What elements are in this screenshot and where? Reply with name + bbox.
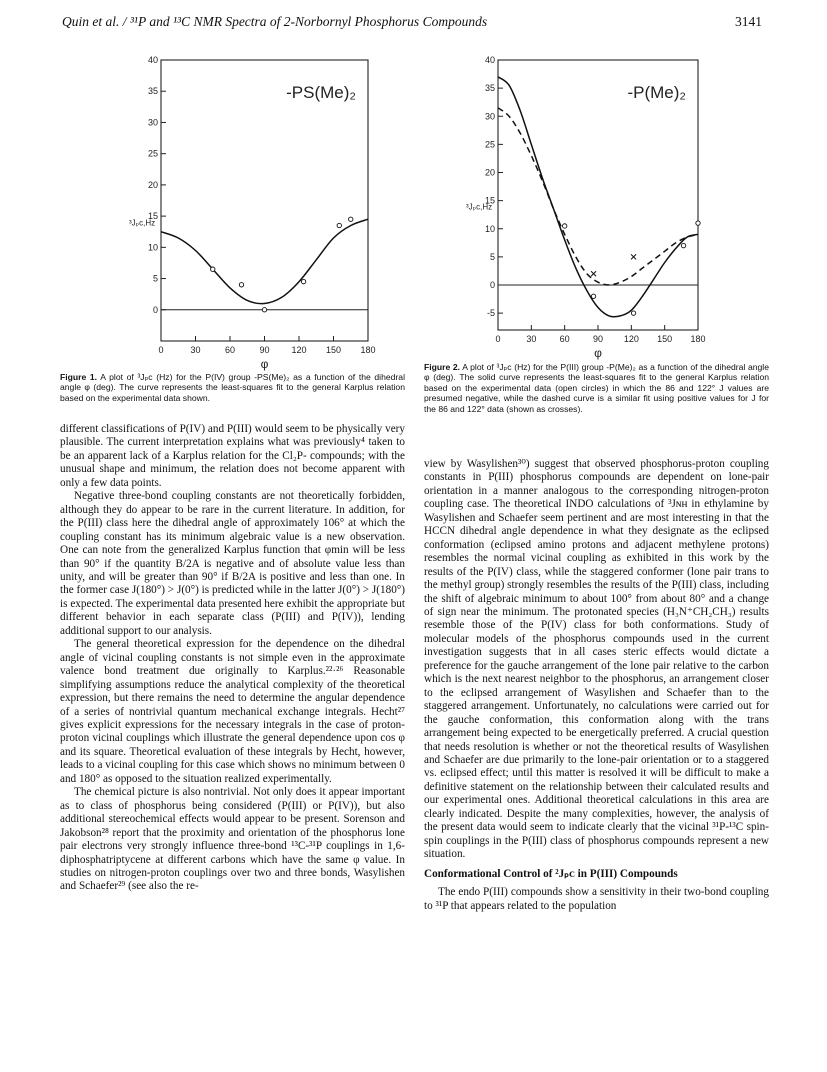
y-tick-label: 0: [152, 304, 158, 315]
running-header: [62, 14, 762, 34]
data-point-cross: [591, 271, 596, 276]
x-tick-label: 0: [495, 334, 501, 344]
data-point-circle: [349, 217, 353, 221]
x-tick-label: 0: [158, 345, 164, 355]
data-point-circle: [262, 308, 266, 312]
figure-1-caption: [60, 372, 405, 403]
header-authors-title: [62, 14, 487, 30]
data-point-circle: [591, 294, 595, 298]
x-tick-label: 60: [224, 345, 236, 355]
data-point-circle: [681, 243, 685, 247]
y-tick-label: 10: [147, 242, 158, 253]
y-tick-label: 30: [484, 111, 495, 122]
x-tick-label: 120: [623, 334, 639, 344]
y-tick-label: 25: [147, 148, 158, 159]
x-axis-label: φ: [594, 346, 602, 360]
plot-frame: [161, 60, 368, 341]
solid-fit-curve: [498, 77, 698, 317]
y-axis-label: ³Jₚᴄ,Hz: [129, 218, 156, 228]
figure-2-caption-label: Figure 2.: [424, 362, 461, 372]
solid-fit-curve: [161, 219, 368, 303]
y-tick-label: 35: [484, 83, 495, 94]
x-tick-label: 150: [325, 345, 342, 355]
figure-1-caption-label: Figure 1.: [60, 372, 98, 382]
y-tick-label: 5: [152, 273, 158, 284]
y-tick-label: -5: [486, 308, 495, 319]
x-tick-label: 150: [657, 334, 673, 344]
y-tick-label: 40: [147, 55, 158, 65]
y-tick-label: 30: [147, 117, 158, 128]
y-tick-label: 10: [484, 223, 495, 234]
left-paragraph-1: different classifications of P(IV) and P(III) would seem to be physically very plausible. The current interpretation explains what was previously⁴ taken to be an apparent lack of a Karplus relation for the Cl₂P- compounds; with the unusual shape and minimum, the relation does not become apparent with only a few data points.: [60, 423, 405, 489]
y-tick-label: 20: [147, 179, 158, 190]
y-axis-label: ³Jₚᴄ,Hz: [466, 202, 493, 212]
data-point-circle: [562, 224, 566, 228]
y-tick-label: 35: [147, 86, 158, 97]
figure-2-caption-text: A plot of ³Jₚᴄ (Hz) for the P(III) group -P(Me)₂ as a function of the dihedral angle φ (deg). The solid curve represents the least-squares fit to the general Karplus relation based on the experimental data (open circles) in which the 86 and 122° J values are presumed negative, while the dashed curve is a similar fit using positive values for J for the 86 and 122° data (shown as crosses).: [424, 362, 769, 414]
header-authors: Quin et al. /: [62, 14, 127, 29]
series-label: -PS(Me)₂: [286, 83, 356, 102]
left-column: [60, 423, 405, 894]
x-tick-label: 180: [360, 345, 376, 355]
x-tick-label: 180: [690, 334, 706, 344]
x-tick-label: 90: [592, 334, 604, 344]
y-tick-label: 5: [489, 251, 495, 262]
figure-1-chart: [95, 52, 395, 372]
y-tick-label: 0: [489, 280, 495, 290]
x-tick-label: 60: [559, 334, 570, 344]
right-paragraph-2: The endo P(III) compounds show a sensitivity in their two-bond coupling to ³¹P that appears related to the population: [424, 886, 769, 912]
data-point-circle: [337, 223, 341, 227]
figure-2-chart: [440, 52, 740, 372]
right-paragraph-1: view by Wasylishen³⁰) suggest that observed phosphorus-proton coupling constants in P(III) phosphorus compounds are dependent on lone-pair orientation in a manner analogous to the corresponding nitrogen-proton coupling case. The theoretical INDO calculations of ³Jɴʜ in ethylamine by Wasylishen and Schaefer seem pertinent and are most interesting in that the HCCN dihedral angle dependence in what they designate as the eclipsed conformation (eclipsed amino protons and adjacent methylene protons) resembles the normal vicinal coupling as exhibited in this work by the results of the P(IV) class, while the staggered conformer (lone pair trans to the methyl group) strongly resembles the results of the P(III) class, including the shift of algebraic minimum to about 100° from about 80° and a change of sign near the minimum. The protonated species (H₃N⁺CH₂CH₃) results resemble those of the P(IV) class for both conformations. Study of molecular models of the phosphorus compounds used in the current investigation suggests that in all cases steric effects would dictate a preference for the gauche arrangement of the lone pair relative to the carbon which is the next nearest neighbor to the phosphorus, an arrangement closer to the eclipsed arrangement of Wasylishen and Schaefer than to the staggered arrangement. Unfortunately, no calculations were carried out for the gauche conformation, this conformation along with the trans arrangement being expected to be energetically preferred. A crucial question that needs resolution is whether or not the theoretical results of Wasylishen and Schaefer are due primarily to the lone-pair orientation or to a staggered vs. eclipsed effect; until this matter is resolved it will be difficult to make a definitive statement on the relationship between their calculated results and our experimental ones. Additional theoretical calculations in this area are clearly indicated. Despite the many complexities, however, the analysis of the present data would seem to indicate clearly that the vicinal ³¹P-¹³C spin-spin couplings in the P(III) class of phosphorus compounds represent a new situation.: [424, 458, 769, 861]
section-heading: Conformational Control of ²Jₚᴄ in P(III) Compounds: [424, 867, 678, 880]
figure-1-caption-text: A plot of ³Jₚᴄ (Hz) for the P(IV) group -PS(Me)₂ as a function of the dihedral angle φ (deg). The curve represents the least-squares fit to the general Karplus relation based on the experimental data shown.: [60, 372, 405, 403]
x-tick-label: 30: [190, 345, 201, 355]
page-number: 3141: [735, 14, 762, 29]
data-point-circle: [239, 283, 243, 287]
x-axis-label: φ: [260, 357, 269, 371]
right-column: [424, 458, 769, 913]
y-tick-label: 40: [484, 55, 495, 65]
left-paragraph-2: Negative three-bond coupling constants are not theoretically forbidden, although they do appear to be rare in the current literature. In addition, for the P(III) class here the dihedral angle of approximately 106° at which the coupling constant has its minimum algebraic value is a new observation. One can note from the generalized Karplus function that φmin will be less than 90° if the quantity B/2A is negative and of absolute value less than unity, and will be greater than 90° if B/2A is positive and less than one. In the former case J(180°) > J(0°) is predicted while in the latter J(0°) > J(180°) is expected. The experimental data presented here exhibit the appropriate but different behavior in each separate class (P(III) and P(IV)), lending additional support to our analysis.: [60, 490, 405, 637]
figure-2: [440, 52, 740, 372]
data-point-circle: [696, 221, 700, 225]
series-label: -P(Me)₂: [627, 83, 686, 102]
y-tick-label: 15: [484, 195, 495, 206]
x-tick-label: 120: [291, 345, 307, 355]
data-point-circle: [631, 311, 635, 315]
data-point-circle: [301, 279, 305, 283]
y-tick-label: 25: [484, 139, 495, 150]
header-title: ³¹P and ¹³C NMR Spectra of 2-Norbornyl Phosphorus Compounds: [129, 14, 488, 29]
left-paragraph-3: The general theoretical expression for the dependence on the dihedral angle of vicinal coupling constants is not simple even in the approximate valence bond treatment due originally to Karplus.²²·²⁶ Reasonable simplifying assumptions reduce the analytical complexity of the theoretical expression, but there remains the need to determine the angular dependence of a series of nontrivial quantum mechanical exchange integrals. Hecht²⁷ gives explicit expressions for the necessary integrals in the case of proton-proton vicinal couplings which illustrate the general dependence upon cos φ and its square. Theoretical evaluation of these integrals by Hecht, however, leads to a vicinal coupling for this case which shows no minimum between 0 and 180° as opposed to the situation realized experimentally.: [60, 638, 405, 785]
x-tick-label: 30: [526, 334, 537, 344]
left-paragraph-4: The chemical picture is also nontrivial. Not only does it appear important as to class of phosphorus being considered (P(III) or P(IV)), but also additional stereochemical effects would appear to be present. Sorenson and Jakobson²⁸ report that the proximity and orientation of the phosphorus lone pair electrons very strongly influence three-bond ¹³C-³¹P couplings in 1,6-diphosphatriptycene at different carbons which have the same φ value. In studies on nitrogen-proton couplings over two and three bonds, Wasylishen and Schaefer²⁹ (see also the re-: [60, 786, 405, 893]
y-tick-label: 15: [147, 211, 158, 222]
figure-2-caption: [424, 362, 769, 414]
y-tick-label: 20: [484, 167, 495, 178]
figure-1: [95, 52, 395, 372]
data-point-cross: [631, 254, 636, 259]
x-tick-label: 90: [259, 345, 270, 355]
data-point-circle: [211, 267, 215, 271]
